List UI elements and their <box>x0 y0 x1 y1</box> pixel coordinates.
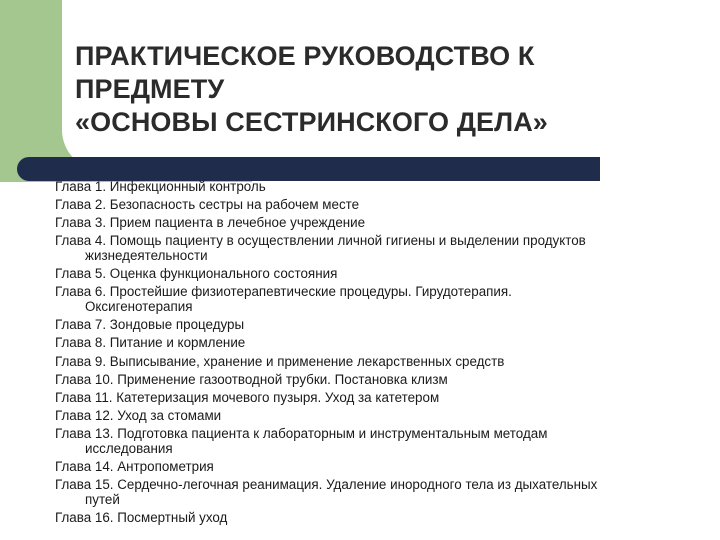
chapter-title: Глава 6. Простейшие физиотерапевтические процедуры. Гирудотерапия. <box>55 284 512 300</box>
chapter-item <box>55 511 720 526</box>
chapter-item <box>55 460 720 475</box>
chapter-item <box>55 427 720 457</box>
chapter-item <box>55 234 720 264</box>
chapter-title: Глава 9. Выписывание, хранение и применение лекарственных средств <box>55 353 505 369</box>
chapter-title: Глава 2. Безопасность сестры на рабочем месте <box>55 197 360 213</box>
chapter-title: Глава 10. Применение газоотводной трубки. Постановка клизм <box>55 371 448 387</box>
chapter-item <box>55 267 720 282</box>
chapter-title: Глава 8. Питание и кормление <box>55 335 246 351</box>
chapter-item <box>55 180 720 195</box>
chapter-title: Глава 13. Подготовка пациента к лабораторным и инструментальным методам <box>55 425 548 441</box>
chapter-item <box>55 391 720 406</box>
divider-bar <box>17 157 600 181</box>
chapter-title: Глава 16. Посмертный уход <box>55 510 228 526</box>
chapter-title-continuation: исследования <box>85 440 173 456</box>
title-line: «ОСНОВЫ СЕСТРИНСКОГО ДЕЛА» <box>75 107 548 137</box>
title-line: ПРЕДМЕТУ <box>75 74 225 104</box>
chapter-title: Глава 14. Антропометрия <box>55 458 214 474</box>
chapter-title: Глава 3. Прием пациента в лечебное учреждение <box>55 215 366 231</box>
chapter-title: Глава 12. Уход за стомами <box>55 407 222 423</box>
chapter-title-continuation: Оксигенотерапия <box>85 299 193 315</box>
chapter-title: Глава 5. Оценка функционального состояния <box>55 266 338 282</box>
chapter-title: Глава 4. Помощь пациенту в осуществлении личной гигиены и выделении продуктов <box>55 233 586 249</box>
chapter-item <box>55 216 720 231</box>
chapter-item <box>55 478 720 508</box>
chapter-list <box>55 180 720 529</box>
chapter-title: Глава 15. Сердечно-легочная реанимация. Удаление инородного тела из дыхательных <box>55 477 598 493</box>
chapter-item <box>55 409 720 424</box>
chapter-item <box>55 373 720 388</box>
chapter-item <box>55 355 720 370</box>
title-line: ПРАКТИЧЕСКОЕ РУКОВОДСТВО К <box>75 41 535 71</box>
chapter-title-continuation: жизнедеятельности <box>85 248 208 264</box>
slide-title <box>75 40 695 139</box>
chapter-item <box>55 336 720 351</box>
chapter-title-continuation: путей <box>85 491 120 507</box>
chapter-title: Глава 7. Зондовые процедуры <box>55 317 245 333</box>
chapter-item <box>55 285 720 315</box>
chapter-title: Глава 11. Катетеризация мочевого пузыря. Уход за катетером <box>55 389 440 405</box>
chapter-item <box>55 198 720 213</box>
chapter-title: Глава 1. Инфекционный контроль <box>55 179 266 194</box>
chapter-item <box>55 318 720 333</box>
